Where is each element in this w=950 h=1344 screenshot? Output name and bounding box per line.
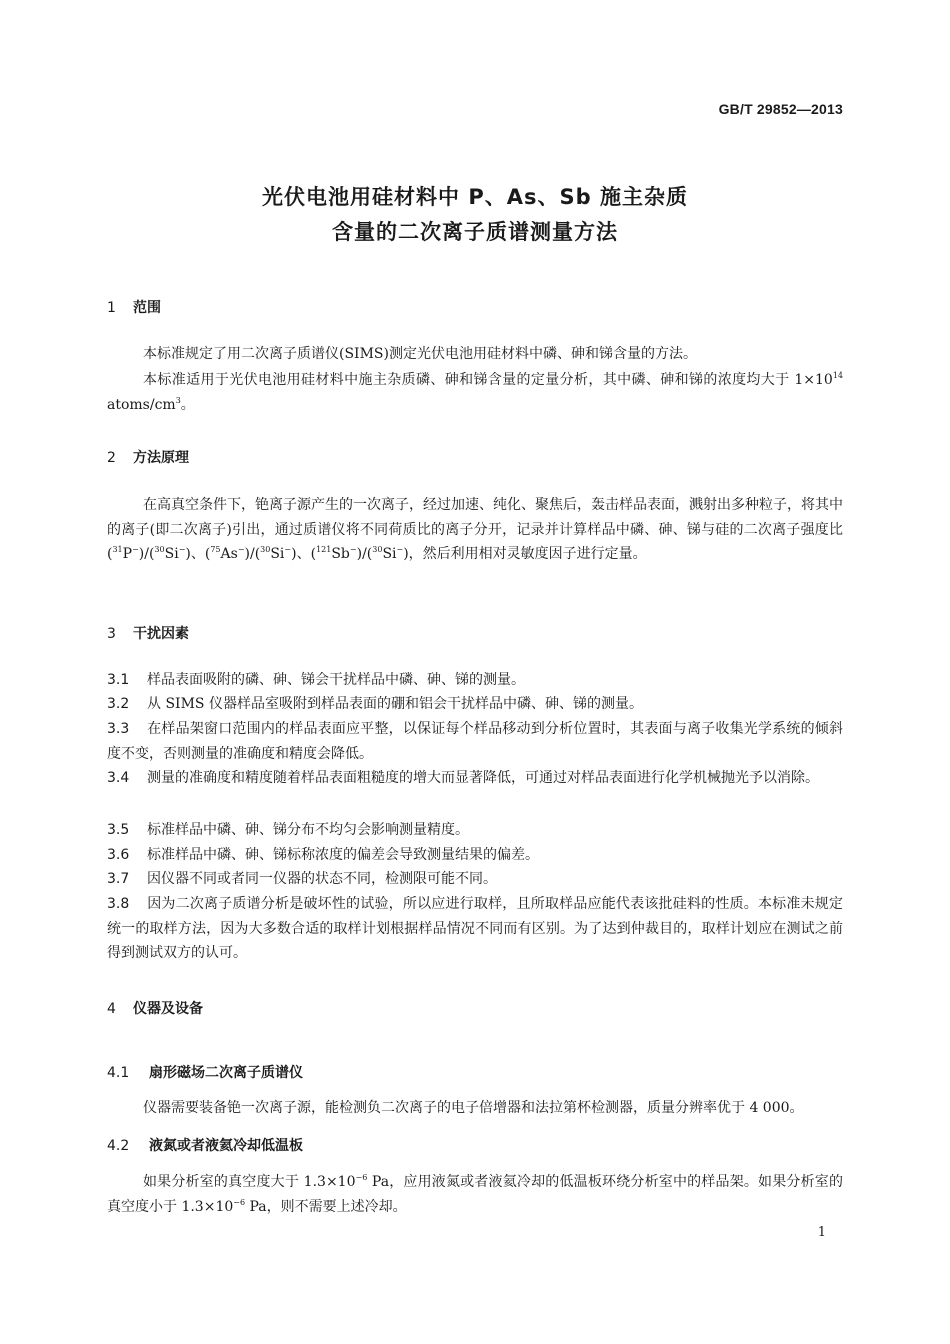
- ion-symbol: Si: [382, 546, 397, 562]
- clause-number: 3.8: [107, 896, 130, 912]
- section-number: 4: [107, 1001, 116, 1017]
- section-1-paragraph-2: [107, 368, 843, 417]
- clause-number: 3.4: [107, 770, 130, 786]
- clause-3-5: [107, 818, 843, 843]
- clause-3-1: [107, 668, 843, 693]
- superscript: 14: [832, 371, 843, 380]
- clause-number: 3.1: [107, 672, 130, 688]
- section-title: 方法原理: [133, 450, 189, 466]
- paragraph-text: 如果分析室的真空度大于 1.3×10: [143, 1174, 356, 1190]
- superscript: 3: [175, 395, 181, 405]
- clause-text: 标准样品中磷、砷、锑标称浓度的偏差会导致测量结果的偏差。: [147, 847, 539, 863]
- ratio-separator: )、(: [291, 546, 317, 562]
- ion-symbol: Si: [270, 546, 285, 562]
- subsection-number: 4.1: [107, 1065, 130, 1081]
- ion-charge: −: [132, 545, 139, 554]
- section-3-heading: [107, 623, 189, 643]
- paragraph-text: atoms/cm: [107, 396, 176, 413]
- paragraph-text: 本标准适用于光伏电池用硅材料中施主杂质磷、砷和锑含量的定量分析，其中磷、砷和锑的浓度均大于 1×10: [143, 372, 833, 388]
- isotope-mass: 30: [154, 545, 165, 554]
- paragraph-text: )，然后利用相对灵敏度因子进行定量。: [403, 546, 647, 562]
- page-number: 1: [817, 1225, 826, 1240]
- clause-3-3: [107, 717, 843, 766]
- section-title: 干扰因素: [133, 626, 189, 642]
- clause-3-8: [107, 892, 843, 966]
- standard-code: GB/T 29852—2013: [718, 101, 843, 117]
- ion-symbol: Sb: [331, 546, 350, 562]
- ratio-separator: )/(: [356, 546, 373, 562]
- clause-text: 标准样品中磷、砷、锑分布不均匀会影响测量精度。: [147, 822, 469, 838]
- subsection-4-1-text: 仪器需要装备铯一次离子源，能检测负二次离子的电子倍增器和法拉第杯检测器，质量分辨率优于 4 000。: [143, 1100, 804, 1116]
- ratio-separator: )、(: [185, 546, 211, 562]
- subsection-4-1-heading: [107, 1062, 303, 1082]
- clause-number: 3.3: [107, 721, 130, 737]
- clause-text: 样品表面吸附的磷、砷、锑会干扰样品中磷、砷、锑的测量。: [147, 672, 525, 688]
- section-number: 2: [107, 450, 116, 466]
- superscript: −6: [233, 1197, 246, 1207]
- clause-3-6: [107, 843, 843, 868]
- paragraph-text: Pa，则不需要上述冷却。: [245, 1198, 407, 1215]
- section-4-heading: [107, 998, 203, 1018]
- ratio-separator: )/(: [244, 546, 261, 562]
- section-1-paragraph-1: 本标准规定了用二次离子质谱仪(SIMS)测定光伏电池用硅材料中磷、砷和锑含量的方法。: [143, 346, 697, 362]
- isotope-mass: 121: [316, 545, 332, 554]
- clause-text: 从 SIMS 仪器样品室吸附到样品表面的硼和铝会干扰样品中磷、砷、锑的测量。: [147, 696, 643, 712]
- paragraph-text: 。: [180, 396, 195, 413]
- ratio-separator: )/(: [138, 546, 155, 562]
- ion-symbol: Si: [164, 546, 179, 562]
- subsection-4-2-text: [107, 1170, 843, 1219]
- clause-number: 3.5: [107, 822, 130, 838]
- clause-text: 因仪器不同或者同一仪器的状态不同，检测限可能不同。: [147, 871, 497, 887]
- section-number: 1: [107, 300, 116, 316]
- ion-charge: −: [396, 545, 404, 554]
- isotope-mass: 30: [372, 545, 383, 554]
- clause-number: 3.6: [107, 847, 130, 863]
- clause-3-7: [107, 867, 843, 892]
- superscript: −6: [355, 1173, 368, 1182]
- clause-text: 测量的准确度和精度随着样品表面粗糙度的增大而显著降低，可通过对样品表面进行化学机械抛光予以消除。: [147, 770, 819, 786]
- paragraph-text: Pa，应用液氮或者液氦冷却的低温板环绕分析室中的样品架。如果分析室的真空度小于 1.3×10: [107, 1174, 843, 1215]
- subsection-number: 4.2: [107, 1138, 130, 1154]
- subsection-4-2-heading: [107, 1135, 303, 1155]
- isotope-mass: 30: [260, 545, 271, 554]
- ion-symbol: As: [220, 546, 238, 562]
- ion-symbol: P: [122, 546, 133, 562]
- section-title: 仪器及设备: [133, 1001, 203, 1017]
- subsection-title: 扇形磁场二次离子质谱仪: [149, 1065, 303, 1081]
- isotope-mass: 75: [210, 545, 221, 554]
- clause-number: 3.7: [107, 871, 130, 887]
- clause-text: 因为二次离子质谱分析是破坏性的试验，所以应进行取样，且所取样品应能代表该批硅料的性质。本标准未规定统一的取样方法，因为大多数合适的取样计划根据样品情况不同而有区别。为了达到仲裁目的，取样计划应在测试之前得到测试双方的认可。: [107, 896, 843, 961]
- clause-text: 在样品架窗口范围内的样品表面应平整，以保证每个样品移动到分析位置时，其表面与离子收集光学系统的倾斜度不变，否则测量的准确度和精度会降低。: [107, 721, 843, 762]
- ion-charge: −: [284, 545, 292, 554]
- section-title: 范围: [133, 300, 161, 316]
- section-number: 3: [107, 626, 116, 642]
- ion-charge: −: [178, 545, 186, 554]
- clause-3-4: [107, 766, 843, 791]
- document-title-line-2: 含量的二次离子质谱测量方法: [332, 220, 618, 244]
- paragraph-text: 在高真空条件下，铯离子源产生的一次离子，经过加速、纯化、聚焦后，轰击样品表面，溅射出多种粒子，将其中的离子(即二次离子)引出，通过质谱仪将不同荷质比的离子分开，记录并计算样品中磷、砷、锑与硅的二次离子强度比(: [107, 497, 843, 562]
- section-1-heading: [107, 297, 161, 317]
- subsection-title: 液氮或者液氦冷却低温板: [149, 1138, 303, 1154]
- clause-3-2: [107, 692, 843, 717]
- clause-number: 3.2: [107, 696, 130, 712]
- ion-charge: −: [237, 545, 245, 554]
- ion-charge: −: [349, 545, 357, 554]
- section-2-paragraph: [107, 493, 843, 567]
- document-title-line-1: 光伏电池用硅材料中 P、As、Sb 施主杂质: [262, 185, 688, 209]
- isotope-mass: 31: [112, 545, 123, 554]
- section-2-heading: [107, 447, 189, 467]
